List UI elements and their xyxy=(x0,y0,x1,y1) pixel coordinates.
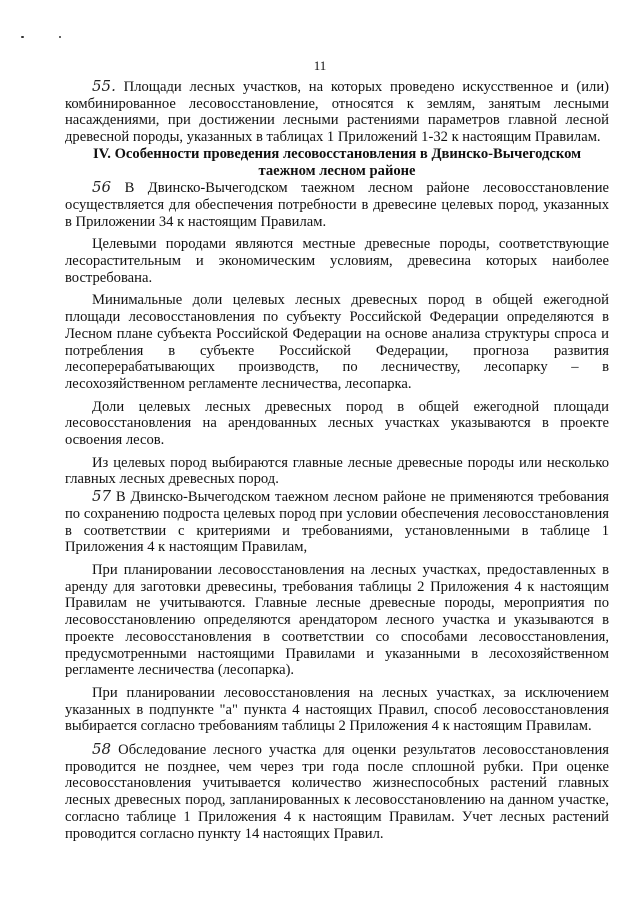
scan-speck xyxy=(59,36,61,38)
paragraph-text: В Двинско-Вычегодском таежном лесном районе не применяются требования по сохранению подроста целевых пород при условии обеспечения лесовосстановления в соответствии с критериями и требованиями, установленными в таблице 1 Приложения 4 к настоящим Правилам, xyxy=(65,489,609,556)
paragraph-57-other-planning: При планировании лесовосстановления на лесных участках, за исключением указанных в подпункте "а" пункта 4 настоящих Правил, способ лесовосстановления выбирается согласно требованиям таблицы 2 Приложения 4 к настоящим Правилам. xyxy=(65,684,609,735)
section-heading: IV. Особенности проведения лесовосстановления в Двинско-Вычегодском таежном лесном районе xyxy=(92,145,582,179)
paragraph-text: Площади лесных участков, на которых проведено искусственное и (или) комбинированное лесовосстановление, относятся к землям, занятым лесными насаждениями, при достижении лесными растениями параметров главной лесной древесной породы, указанных в таблицах 1 Приложений 1-32 к настоящим Правилам. xyxy=(65,79,610,146)
paragraph-57 xyxy=(65,488,609,556)
paragraph-56-leased-shares: Доли целевых лесных древесных пород в общей ежегодной площади лесовосстановления на арендованных лесных участках указываются в проекте освоения лесов. xyxy=(65,398,609,449)
paragraph-56 xyxy=(65,179,609,230)
paragraph-56-main-species: Из целевых пород выбираются главные лесные древесные породы или несколько главных лесных древесных пород. xyxy=(65,454,609,488)
handwritten-item-number: 56 xyxy=(92,178,112,197)
handwritten-item-number: 58 xyxy=(92,740,112,759)
paragraph-57-leased-planning: При планировании лесовосстановления на лесных участках, предоставленных в аренду для заготовки древесины, требования таблицы 2 Приложения 4 к настоящим Правилам не учитываются. Главные лесные древесные породы, мероприятия по лесовосстановлению определяются арендатором лесного участка и указываются в проекте лесовосстановления в соответствии со способами лесовосстановления, предусмотренными настоящими Правилами и указанными в лесохозяйственном регламенте лесничества (лесопарка). xyxy=(65,561,609,679)
paragraph-56-target-species: Целевыми породами являются местные древесные породы, соответствующие лесорастительным и экономическим условиям, древесина которых наиболее востребована. xyxy=(65,236,609,286)
page-number: 11 xyxy=(313,58,327,73)
document-body xyxy=(65,78,609,842)
scan-speck xyxy=(21,36,24,38)
paragraph-58 xyxy=(65,741,609,842)
handwritten-item-number: 57 xyxy=(92,487,112,506)
paragraph-56-minimum-shares: Минимальные доли целевых лесных древесных пород в общей ежегодной площади лесовосстановления по субъекту Российской Федерации определяются в Лесном плане субъекта Российской Федерации на основе анализа структуры спроса и потребления в субъекте Российской Федерации, прогноза развития лесоперерабатывающих производств, по лесничеству, лесопарку – в лесохозяйственном регламенте лесничества, лесопарка. xyxy=(65,292,609,392)
paragraph-text: В Двинско-Вычегодском таежном лесном районе лесовосстановление осуществляется для обеспечения потребности в древесине целевых пород, указанных в Приложении 34 к настоящим Правилам. xyxy=(65,180,609,230)
paragraph-55 xyxy=(65,78,609,146)
paragraph-text: Обследование лесного участка для оценки результатов лесовосстановления проводится не позднее, чем через три года после сплошной рубки. При оценке лесовосстановления учитывается количество жизнеспособных растений главных лесных древесных пород, запланированных к лесовосстановлению на данном участке, согласно таблице 1 Приложения 4 к настоящим Правилам. Учет лесных растений проводится согласно пункту 14 настоящих Правил. xyxy=(65,742,609,842)
handwritten-item-number: 55. xyxy=(92,77,116,95)
